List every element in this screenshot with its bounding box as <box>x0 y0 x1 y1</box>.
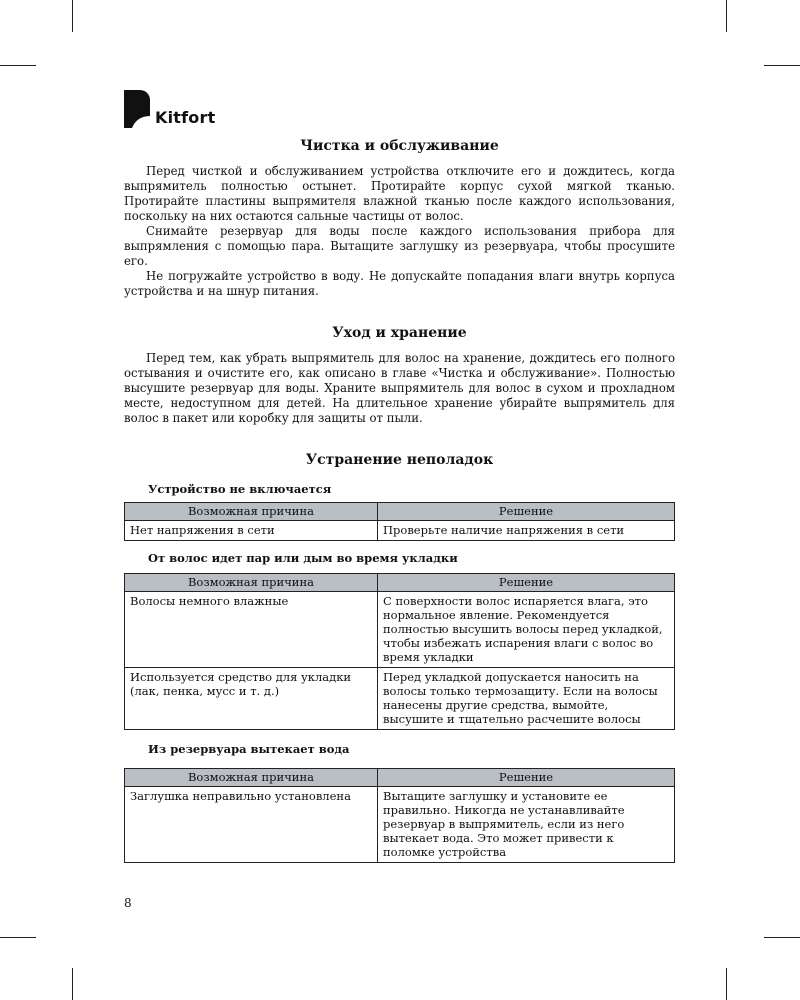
problem-title: От волос идет пар или дым во время укладки <box>148 551 458 565</box>
column-header-solution: Решение <box>378 503 675 521</box>
crop-mark <box>0 937 36 938</box>
column-header-cause: Возможная причина <box>125 574 378 592</box>
page-number: 8 <box>124 896 132 910</box>
table-row <box>125 521 675 541</box>
troubleshooting-section <box>124 450 675 863</box>
crop-mark <box>726 0 727 32</box>
table-header-row <box>125 574 675 592</box>
table-row <box>125 668 675 730</box>
paragraph: Перед тем, как убрать выпрямитель для волос на хранение, дождитесь его полного остывания и очистите его, как описано в главе «Чистка и обслуживание». Полностью высушите резервуар для воды. Храните выпрямитель для волос в сухом и прохладном месте, недоступном для детей. На длительное хранение убирайте выпрямитель для волос в пакет или коробку для защиты от пыли. <box>124 351 675 425</box>
column-header-cause: Возможная причина <box>125 503 378 521</box>
table-header-row <box>125 769 675 787</box>
crop-mark <box>72 968 73 1000</box>
table-row <box>125 787 675 863</box>
troubleshooting-table <box>124 573 675 730</box>
cause-cell: Используется средство для укладки (лак, пенка, мусс и т. д.) <box>125 668 378 730</box>
solution-cell: Проверьте наличие напряжения в сети <box>378 521 675 541</box>
paragraph: Перед чисткой и обслуживанием устройства отключите его и дождитесь, когда выпрямитель полностью остынет. Протирайте корпус сухой мягкой тканью. Протирайте пластины выпрямителя влажной тканью после каждого использования, поскольку на них остаются сальные частицы от волос. <box>124 164 675 223</box>
solution-cell: С поверхности волос испаряется влага, это нормальное явление. Рекомендуется полностью высушить волосы перед укладкой, чтобы избежать испарения влаги с волос во время укладки <box>378 592 675 668</box>
troubleshooting-table <box>124 502 675 541</box>
column-header-solution: Решение <box>378 574 675 592</box>
crop-mark <box>764 65 800 66</box>
section-title: Уход и хранение <box>332 325 467 341</box>
section-title: Чистка и обслуживание <box>300 138 499 154</box>
page-content <box>124 136 675 863</box>
paragraph: Снимайте резервуар для воды после каждого использования прибора для выпрямления с помощью пара. Вытащите заглушку из резервуара, чтобы просушите его. <box>124 224 675 268</box>
storage-section <box>124 323 675 426</box>
column-header-solution: Решение <box>378 769 675 787</box>
problem-title: Устройство не включается <box>148 482 332 496</box>
paragraph: Не погружайте устройство в воду. Не допускайте попадания влаги внутрь корпуса устройства и на шнур питания. <box>124 269 675 298</box>
cause-cell: Волосы немного влажные <box>125 592 378 668</box>
problem-title: Из резервуара вытекает вода <box>148 742 350 756</box>
crop-mark <box>764 937 800 938</box>
brand-logo <box>124 90 244 132</box>
section-title: Устранение неполадок <box>305 452 494 468</box>
crop-mark <box>0 65 36 66</box>
crop-mark <box>726 968 727 1000</box>
solution-cell: Перед укладкой допускается наносить на волосы только термозащиту. Если на волосы нанесены другие средства, вымойте, высушите и тщательно расчешите волосы <box>378 668 675 730</box>
cause-cell: Нет напряжения в сети <box>125 521 378 541</box>
cause-cell: Заглушка неправильно установлена <box>125 787 378 863</box>
table-row <box>125 592 675 668</box>
table-header-row <box>125 503 675 521</box>
solution-cell: Вытащите заглушку и установите ее правильно. Никогда не устанавливайте резервуар в выпрямитель, если из него вытекает вода. Это может привести к поломке устройства <box>378 787 675 863</box>
cleaning-section <box>124 136 675 299</box>
column-header-cause: Возможная причина <box>125 769 378 787</box>
kitfort-logo-icon <box>124 90 150 128</box>
troubleshooting-table <box>124 768 675 863</box>
brand-name: Kitfort <box>155 108 216 127</box>
crop-mark <box>72 0 73 32</box>
